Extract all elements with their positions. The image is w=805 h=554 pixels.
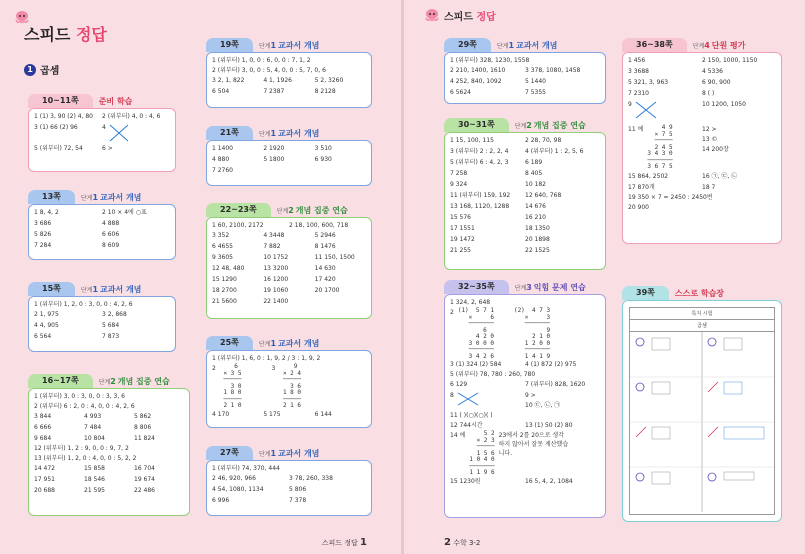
right-page bbox=[404, 0, 805, 554]
answer-box: 1 (위부터) 1, 0, 0 : 6, 0, 0 : 7, 1, 2 2 (위부터) 3, 0, 0 : 5, 4, 0, 0 : 5, 7, 0, 6 3 2, 1, 822 4 1, 1926 5 2, 3260 6 504 7 2387 8 2128 bbox=[206, 52, 372, 108]
long-multiplication: 5 2 × 2 3 ───── 1 5 6 1 0 4 0 ─────── 1 1 9 6 bbox=[469, 430, 495, 476]
long-multiplication: 9 × 2 4 ───── 3 6 1 8 0 ───── 2 1 6 bbox=[282, 363, 302, 409]
self-study-box bbox=[622, 300, 782, 522]
section-header: 29쪽 단계1 교과서 개념 bbox=[444, 38, 557, 52]
answer-box: 1 15, 100, 115 2 28, 70, 98 3 (위부터) 2 : 2, 2, 4 4 (위부터) 1 : 2, 5, 6 5 (위부터) 6 : 4, 2, 3 6 189 7 258 8 405 9 324 10 182 11 (위부터) 159, 192 12 640, 768 13 168, 1120, 1288 14 676 15 576 16 210 17 1551 18 1350 19 1472 20 1898 21 255 22 1525 bbox=[444, 132, 606, 270]
octopus-icon bbox=[424, 8, 440, 22]
section-header: 22~23쪽 단계2 개념 집중 연습 bbox=[206, 203, 348, 217]
left-page bbox=[0, 0, 401, 554]
page-footer: 스피드 정답 1 bbox=[321, 537, 367, 548]
worksheet-sketch bbox=[630, 332, 774, 512]
section-header: 21쪽 단계1 교과서 개념 bbox=[206, 126, 319, 140]
section-header: 15쪽 단계1 교과서 개념 bbox=[28, 282, 141, 296]
long-multiplication: (2) 4 7 3 × 3 ─────── 9 2 1 0 1 2 0 0 ─────── 1 4 1 9 bbox=[513, 307, 551, 360]
section-header: 19쪽 단계1 교과서 개념 bbox=[206, 38, 319, 52]
worksheet-thumbnail: 특지 시험 곱셈 bbox=[629, 307, 775, 515]
answer-box: 1 (1) 3, 90 (2) 4, 80 2 (위부터) 4, 0 : 4, 6 3 (1) 66 (2) 96 4 5 (위부터) 72, 54 6 > bbox=[28, 108, 176, 172]
section-header: 16~17쪽 단계2 개념 집중 연습 bbox=[28, 374, 170, 388]
unit-heading: 1 곱셈 bbox=[24, 62, 59, 77]
answer-box: 1 (위부터) 74, 370, 444 2 46, 920, 966 3 78, 260, 338 4 54, 1080, 1134 5 806 6 996 7 378 bbox=[206, 460, 372, 516]
title-header bbox=[10, 8, 160, 44]
long-multiplication: 4 9 × 7 5 ───── 2 4 5 3 4 3 0 ─────── 3 6 7 5 bbox=[647, 124, 673, 170]
answer-box: 1 456 2 150, 1000, 1150 3 3688 4 5336 5 321, 3, 963 6 90, 900 7 2310 8 ( ) 9 10 1200, 1050 11 예 4 9 × 7 5 ───── 2 4 5 3 4 3 0 ─────── 3 6 7 5 12 > 13 © 14 200장 15 864, 2502 16 ㉠, ㉢, ㉡ 17 870개 18 7 19 350 × 7 = 2450 : 2450번 20 900 bbox=[622, 52, 782, 244]
answer-box: 1 8, 4, 2 2 10 × 4에 ○표 3 686 4 888 5 826 6 606 7 284 8 609 bbox=[28, 204, 176, 260]
section-header: 25쪽 단계1 교과서 개념 bbox=[206, 336, 319, 350]
answer-box: 1 324, 2, 648 2 (1) 5 7 1 × 6 ─────── 6 4 2 0 3 0 0 0 ─────── 3 4 2 6 (2) 4 7 3 × 3 ─────── 9 2 1 0 1 2 0 0 ─────── 1 4 1 9 3 (1) 324 (2) 584 4 (1) 872 (2) 975 5 (위부터) 78, 780 : 260, 780 6 129 7 (위부터) 828, 1620 8 9 > 10 ㉢, ㉡, ㉠ 11 ( )(○)(○)( ) 12 744시간 13 (1) 50 (2) 80 14 예 5 2 × 2 3 ───── 1 5 6 1 0 4 0 ─────── 1 1 9 6 23에서 2를 20으로 생각하지 않아서 잘못 계산했습니다. 15 1230원 16 5, 4, 2, 1084 bbox=[444, 294, 606, 518]
section-header: 10~11쪽 준비 학습 bbox=[28, 94, 132, 108]
section-header: 39쪽 스스로 학습장 bbox=[622, 286, 724, 300]
section-header: 27쪽 단계1 교과서 개념 bbox=[206, 446, 319, 460]
answer-box: 1 (위부터) 328, 1230, 1558 2 210, 1400, 1610 3 378, 1080, 1458 4 252, 840, 1092 5 1440 6 5624 7 5355 bbox=[444, 52, 606, 104]
page-footer: 2 수학 3-2 bbox=[444, 537, 481, 548]
matching-lines-icon bbox=[634, 100, 658, 120]
page-title: 스피드 정답 bbox=[444, 12, 496, 23]
matching-lines-icon bbox=[456, 391, 480, 407]
section-header: 30~31쪽 단계2 개념 집중 연습 bbox=[444, 118, 586, 132]
section-header: 32~35쪽 단계3 익힘 문제 연습 bbox=[444, 280, 586, 294]
section-header: 13쪽 단계1 교과서 개념 bbox=[28, 190, 141, 204]
answer-box: 1 1400 2 1920 3 510 4 880 5 1800 6 930 7 2760 bbox=[206, 140, 372, 186]
answer-box: 1 60, 2100, 2172 2 18, 100, 600, 718 3 352 4 3448 5 2946 6 4655 7 882 8 1476 9 3605 10 1752 11 150, 1500 12 48, 480 13 3200 14 630 15 1290 16 1200 17 420 18 2700 19 1060 20 1700 21 5600 22 1400 bbox=[206, 217, 372, 319]
long-multiplication: 6 × 3 5 ───── 3 0 1 8 0 ───── 2 1 0 bbox=[223, 363, 242, 409]
long-multiplication: (1) 5 7 1 × 6 ─────── 6 4 2 0 3 0 0 0 ─────── 3 4 2 6 bbox=[457, 307, 494, 360]
page-title: 스피드 정답 bbox=[24, 25, 107, 44]
answer-box: 1 (위부터) 1, 6, 0 : 1, 9, 2 / 3 : 1, 9, 2 2 6 × 3 5 ───── 3 0 1 8 0 ───── 2 1 0 3 9 × 2 4 ───── 3 6 1 8 0 ───── 2 1 6 4 170 5 175 6 144 bbox=[206, 350, 372, 428]
section-header: 36~38쪽 단계4 단원 평가 bbox=[622, 38, 746, 52]
answer-box: 1 (위부터) 1, 2, 0 : 3, 0, 0 : 4, 2, 6 2 1, 975 3 2, 868 4 4, 905 5 684 6 564 7 873 bbox=[28, 296, 176, 352]
answer-box: 1 (위부터) 3, 0 : 3, 0, 0 : 3, 3, 6 2 (위부터) 6 : 2, 0 : 4, 0, 0 : 4, 2, 6 3 844 4 993 5 862 6 666 7 484 8 806 9 684 10 804 11 824 12 (위부터) 1, 2 : 9, 0, 0 : 9, 7, 2 13 (위부터) 1, 2, 0 : 4, 0, 0 : 5, 2, 2 14 472 15 858 16 704 17 951 18 546 19 674 20 688 21 595 22 486 bbox=[28, 388, 190, 516]
matching-lines-icon bbox=[108, 123, 130, 143]
explanation-note: 23에서 2를 20으로 생각하지 않아서 잘못 계산했습니다. bbox=[498, 432, 569, 457]
